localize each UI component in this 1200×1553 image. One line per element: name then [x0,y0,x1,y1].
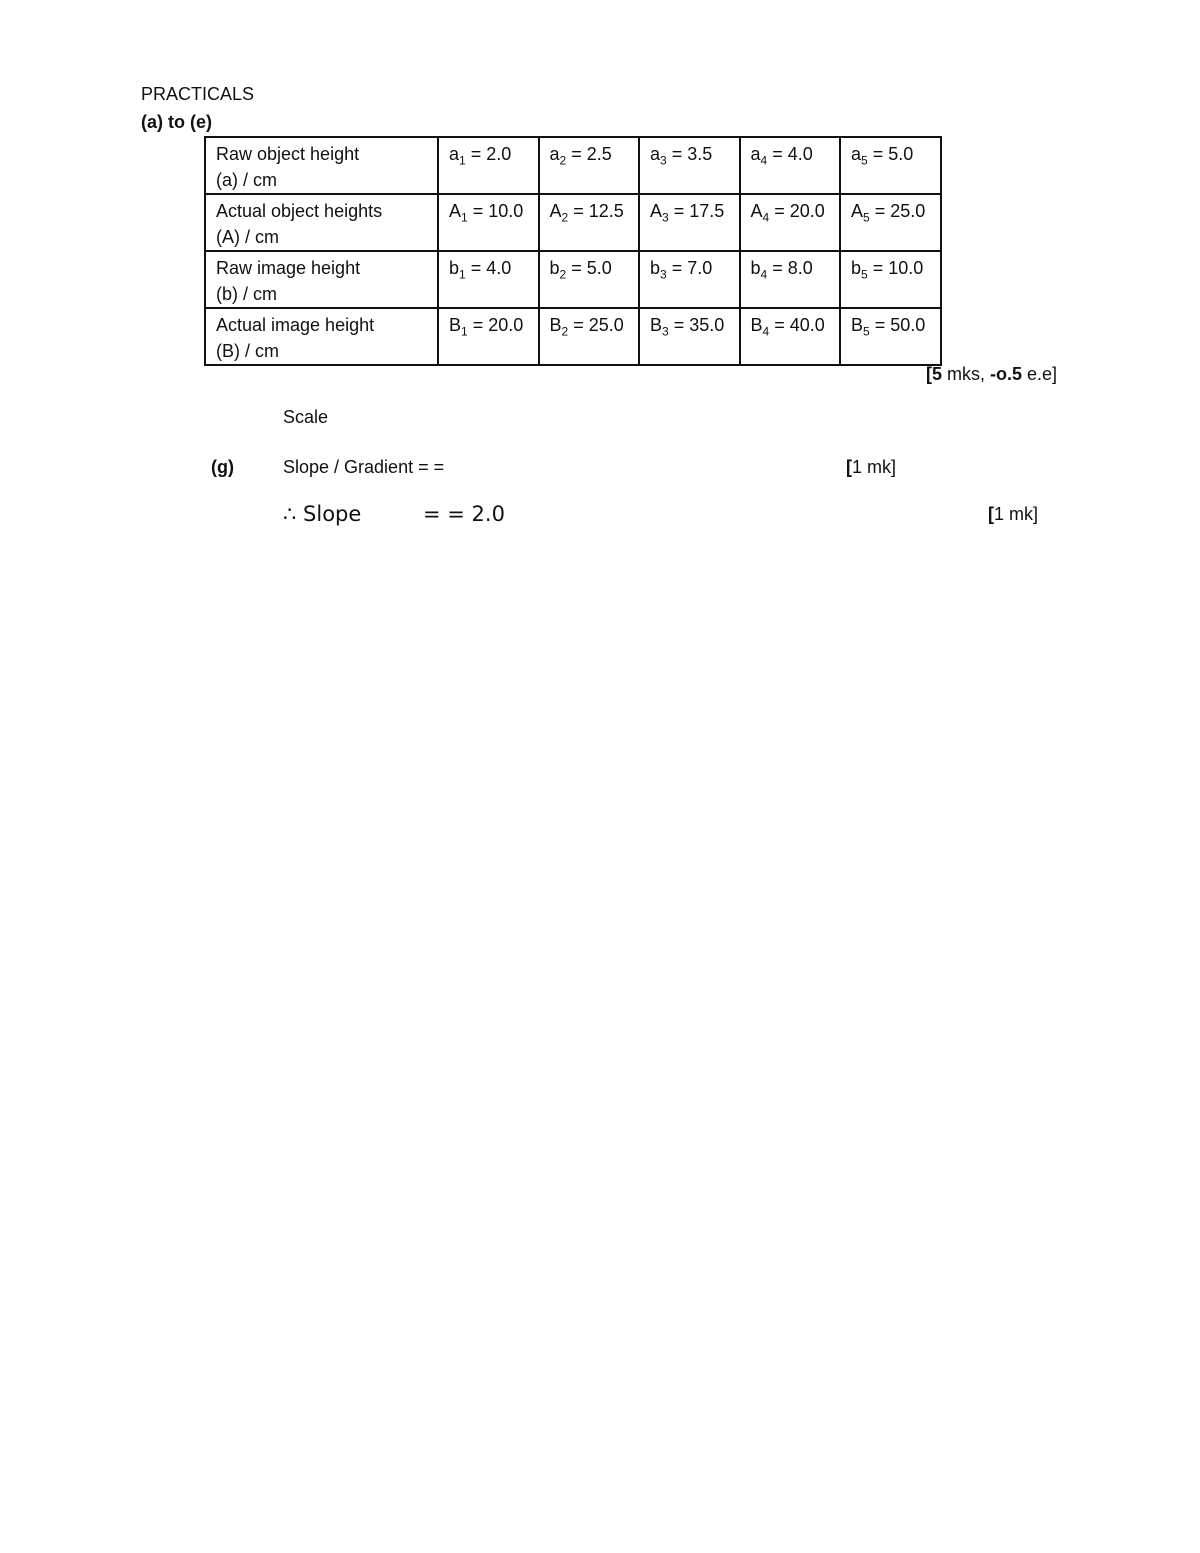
value-number: = 50.0 [874,315,926,335]
row-label-line1: Actual image height [216,315,375,335]
value-number: = 3.5 [671,144,713,164]
value-symbol: a [549,144,560,164]
table-marks-open: [ [925,364,932,384]
value-number: = 5.0 [571,258,612,278]
value-subscript: 4 [762,324,770,339]
value-subscript: 3 [662,210,669,225]
value-subscript: 4 [760,153,768,168]
slope-result-equation: = = 2.0 [423,502,505,526]
row-label-line1: Actual object heights [216,201,383,221]
row-label-line2: (b) / cm [216,284,277,304]
value-cell [840,194,941,251]
part-g-marks-open: [ [846,457,852,477]
value-cell [438,194,539,251]
page-heading: PRACTICALS [141,84,255,104]
value-symbol: A [449,201,462,221]
value-cell [539,251,640,308]
slope-result-marks-open: [ [988,504,994,524]
value-symbol: b [449,258,460,278]
value-number: = 25.0 [874,201,926,221]
value-symbol: b [851,258,862,278]
row-label-cell [205,194,438,251]
value-subscript: 3 [662,324,669,339]
value-cell [539,308,640,365]
table-marks-deduction: -o.5 [989,364,1022,384]
value-cell [539,137,640,194]
slope-result-marks [988,503,1038,525]
value-number: = 7.0 [671,258,713,278]
value-symbol: A [549,201,562,221]
value-number: = 12.5 [573,201,624,221]
value-subscript: 1 [459,267,466,282]
value-cell [639,194,740,251]
value-number: = 10.0 [872,258,924,278]
row-label-cell [205,251,438,308]
value-subscript: 3 [660,153,667,168]
value-number: = 20.0 [774,201,825,221]
value-cell [740,137,841,194]
results-table-body [205,137,941,365]
results-table [204,136,942,366]
value-number: = 2.5 [571,144,612,164]
value-symbol: B [750,315,763,335]
value-cell [438,137,539,194]
value-subscript: 2 [561,324,569,339]
value-symbol: b [650,258,661,278]
scale-label: Scale [283,407,329,427]
table-row [205,251,941,308]
table-row [205,137,941,194]
table-marks-tail: e.e] [1021,364,1057,384]
part-g-label: (g) [211,457,234,477]
value-subscript: 5 [861,153,868,168]
value-symbol: a [650,144,661,164]
value-cell [740,251,841,308]
row-label-line1: Raw object height [216,144,360,164]
row-label-cell [205,137,438,194]
value-subscript: 1 [461,324,468,339]
value-subscript: 5 [861,267,868,282]
value-subscript: 2 [559,153,567,168]
value-symbol: A [750,201,763,221]
value-cell [639,308,740,365]
value-cell [740,194,841,251]
value-cell [740,308,841,365]
value-symbol: B [851,315,864,335]
value-symbol: a [750,144,761,164]
value-number: = 8.0 [772,258,813,278]
value-number: = 2.0 [470,144,512,164]
value-cell [438,251,539,308]
value-subscript: 5 [863,324,870,339]
value-subscript: 2 [559,267,567,282]
value-subscript: 4 [762,210,770,225]
value-number: = 25.0 [573,315,624,335]
value-number: = 10.0 [472,201,524,221]
row-label-line2: (A) / cm [216,227,279,247]
value-cell [639,251,740,308]
slope-gradient-expression: Slope / Gradient = = [283,457,445,477]
value-symbol: B [549,315,562,335]
value-symbol: B [449,315,462,335]
value-number: = 35.0 [673,315,725,335]
value-subscript: 1 [461,210,468,225]
value-subscript: 4 [760,267,768,282]
slope-result-marks-text: 1 mk] [994,504,1039,524]
value-cell [539,194,640,251]
value-number: = 4.0 [772,144,813,164]
value-cell [639,137,740,194]
value-symbol: A [650,201,663,221]
value-subscript: 1 [459,153,466,168]
table-row [205,308,941,365]
value-symbol: B [650,315,663,335]
row-label-cell [205,308,438,365]
value-symbol: b [750,258,761,278]
value-cell [840,308,941,365]
value-symbol: A [851,201,864,221]
value-symbol: a [449,144,460,164]
value-number: = 5.0 [872,144,914,164]
slope-result-label: ∴ Slope [283,502,362,526]
value-cell [438,308,539,365]
row-label-line2: (B) / cm [216,341,279,361]
value-subscript: 3 [660,267,667,282]
table-marks-text: mks, [941,364,990,384]
section-subheading: (a) to (e) [141,112,212,132]
value-number: = 17.5 [673,201,725,221]
table-row [205,194,941,251]
value-number: = 20.0 [472,315,524,335]
table-marks-number: 5 [931,364,942,384]
value-subscript: 5 [863,210,870,225]
value-cell [840,251,941,308]
part-g-marks [846,456,896,478]
part-g-marks-text: 1 mk] [852,457,897,477]
value-symbol: a [851,144,862,164]
value-cell [840,137,941,194]
value-subscript: 2 [561,210,569,225]
row-label-line1: Raw image height [216,258,361,278]
row-label-line2: (a) / cm [216,170,277,190]
table-marks [926,363,1057,385]
value-number: = 4.0 [470,258,512,278]
value-number: = 40.0 [774,315,825,335]
value-symbol: b [549,258,560,278]
